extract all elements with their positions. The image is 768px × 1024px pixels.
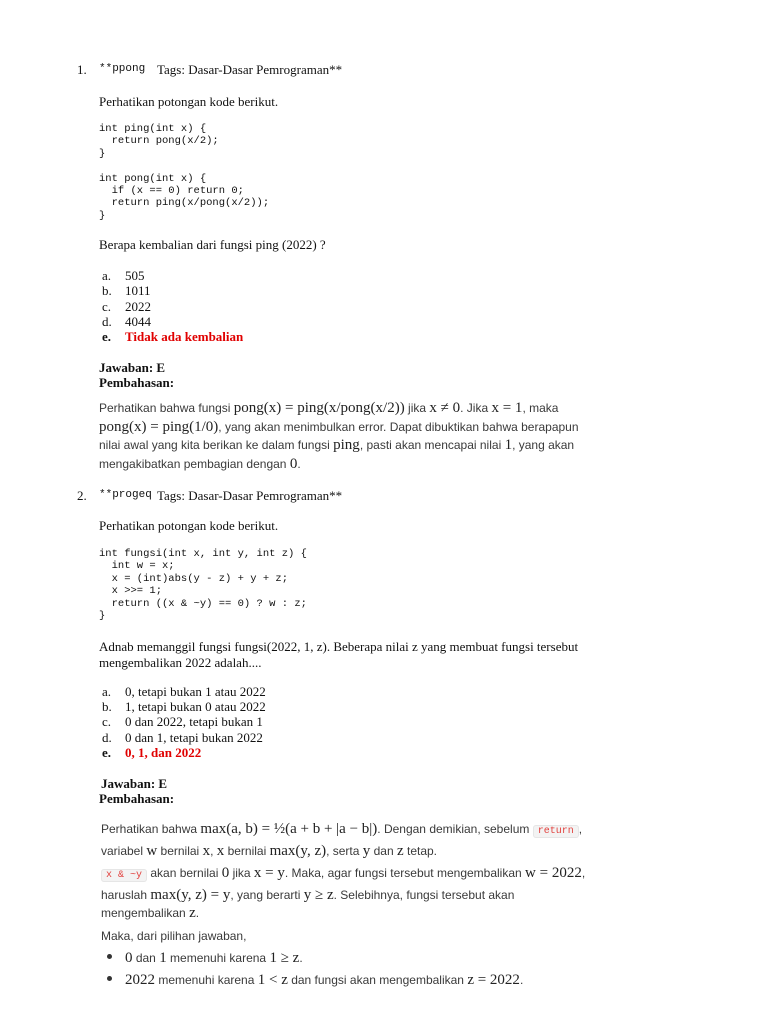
math-expression: pong(x) = ping(1/0): [99, 418, 219, 435]
explanation-text: mengembalikan: [101, 906, 190, 920]
explanation-line: Maka, dari pilihan jawaban,: [101, 928, 247, 943]
question-line: mengembalikan 2022 adalah....: [99, 655, 262, 670]
question-2-code: int fungsi(int x, int y, int z) { int w = x; x = (int)abs(y - z) + y + z; x >>= 1; return ((x & ~y) == 0) ? w : z; }: [99, 548, 307, 623]
option-d: [102, 314, 151, 330]
problem-tag: **ppong: [99, 63, 146, 75]
math-expression: y: [362, 842, 371, 859]
explanation-text: nilai awal yang kita berikan ke dalam fungsi: [99, 438, 334, 452]
option-letter: b.: [102, 699, 112, 714]
bullet-list: [101, 947, 661, 991]
tags-text: Tags: Dasar-Dasar Pemrograman**: [157, 62, 343, 77]
explanation-text: . Dengan demikian, sebelum: [377, 822, 533, 836]
question-1-code: int ping(int x) { return pong(x/2); } int pong(int x) { if (x == 0) return 0; return ping(x/pong(x/2)); }: [99, 123, 270, 222]
explanation-text: bernilai: [224, 843, 270, 858]
math-expression: max(y, z): [269, 842, 327, 859]
question-2-explanation: [101, 820, 661, 991]
answer-label: Jawaban: E: [101, 776, 168, 791]
explanation-text: Perhatikan bahwa fungsi: [99, 401, 234, 415]
question-number: 1.: [77, 62, 87, 77]
option-letter: c.: [102, 299, 112, 314]
inline-code: x & ~y: [101, 869, 147, 882]
option-e-correct: [102, 745, 201, 761]
option-letter: e.: [102, 329, 112, 344]
option-letter: e.: [102, 745, 112, 760]
explanation-text: ,: [578, 822, 583, 836]
explanation-text: ,: [581, 866, 586, 880]
math-expression: z = 2022: [467, 972, 520, 988]
explanation-line: [99, 455, 659, 474]
option-a: [102, 684, 266, 700]
math-expression: x ≠ 0: [429, 400, 461, 416]
question-line: Adnab memanggil fungsi fungsi(2022, 1, z). Beberapa nilai z yang membuat fungsi tersebut: [99, 639, 579, 654]
explanation-text: dan: [132, 951, 160, 965]
math-expression: max(a, b) = ½(a + b + |a − b|): [200, 821, 378, 837]
option-b: [102, 699, 266, 715]
explanation-text: memenuhi karena: [155, 973, 258, 987]
explanation-text: dan: [370, 843, 397, 858]
option-text: 2022: [125, 299, 151, 314]
explanation-line: [101, 904, 661, 923]
problem-tag: **progeq: [99, 489, 152, 501]
explanation-line: [99, 436, 659, 455]
option-letter: c.: [102, 714, 112, 729]
option-text: 1011: [125, 283, 151, 298]
explanation-line: [101, 842, 661, 861]
inline-code: return: [533, 825, 579, 838]
question-1-text: Berapa kembalian dari fungsi ping (2022) ?: [99, 237, 326, 252]
explanation-text: tetap.: [403, 843, 438, 858]
explanation-text: .: [519, 973, 524, 987]
option-text: 0, 1, dan 2022: [125, 745, 202, 760]
explanation-text: akan bernilai: [147, 866, 222, 880]
question-1-explanation: [99, 399, 659, 473]
option-text: 0 dan 1, tetapi bukan 2022: [125, 730, 263, 745]
math-expression: ping: [333, 437, 360, 453]
option-text: 0 dan 2022, tetapi bukan 1: [125, 714, 263, 729]
explanation-text: , yang berarti: [230, 887, 304, 902]
math-expression: 2022: [125, 972, 155, 988]
math-expression: x: [202, 842, 211, 859]
option-c: [102, 714, 263, 730]
question-2-intro: Perhatikan potongan kode berikut.: [99, 518, 279, 533]
list-item: [101, 947, 661, 969]
explanation-text: , yang akan menimbulkan error. Dapat dibuktikan bahwa berapapun: [218, 419, 579, 434]
option-c: [102, 299, 151, 315]
math-expression: 0: [289, 455, 298, 472]
tags-text: Tags: Dasar-Dasar Pemrograman**: [157, 488, 343, 503]
math-expression: pong(x) = ping(x/pong(x/2)): [233, 400, 405, 416]
math-expression: 0: [221, 865, 230, 881]
math-expression: x: [216, 842, 225, 859]
question-2-text: [99, 639, 699, 671]
option-b: [102, 283, 151, 299]
math-expression: y ≥ z: [303, 886, 334, 903]
option-text: 4044: [125, 314, 151, 329]
math-expression: max(y, z) = y: [150, 886, 231, 903]
explanation-line: [99, 418, 659, 437]
explanation-line: [101, 820, 661, 842]
answer-label: Jawaban: E: [99, 360, 166, 375]
explanation-text: , maka: [522, 401, 559, 415]
explanation-text: . Jika: [460, 401, 492, 415]
explanation-line: [99, 399, 659, 418]
discussion-label: Pembahasan:: [99, 375, 175, 390]
explanation-text: variabel: [101, 843, 147, 858]
explanation-text: , serta: [326, 843, 363, 858]
explanation-text: jika: [229, 866, 254, 880]
math-expression: 1: [159, 950, 167, 966]
option-letter: a.: [102, 268, 112, 283]
option-letter: d.: [102, 730, 112, 745]
option-d: [102, 730, 263, 746]
explanation-text: Perhatikan bahwa: [101, 822, 201, 836]
option-letter: a.: [102, 684, 112, 699]
explanation-text: ,: [210, 843, 217, 858]
explanation-text: memenuhi karena: [166, 951, 270, 965]
explanation-text: dan fungsi akan mengembalikan: [287, 973, 468, 987]
explanation-line: [101, 864, 661, 886]
explanation-text: . Maka, agar fungsi tersebut mengembalikan: [284, 866, 526, 880]
explanation-text: , yang akan: [512, 438, 575, 452]
question-1-intro: Perhatikan potongan kode berikut.: [99, 94, 279, 109]
option-text: 1, tetapi bukan 0 atau 2022: [125, 699, 266, 714]
math-expression: w = 2022: [525, 865, 582, 881]
explanation-text: haruslah: [101, 887, 151, 902]
question-number: 2.: [77, 488, 87, 503]
option-text: 0, tetapi bukan 1 atau 2022: [125, 684, 266, 699]
explanation-text: .: [299, 951, 303, 965]
explanation-text: mengakibatkan pembagian dengan: [99, 456, 290, 471]
option-letter: d.: [102, 314, 112, 329]
explanation-line: [101, 886, 661, 905]
option-a: [102, 268, 145, 284]
option-e-correct: [102, 329, 243, 345]
list-item: [101, 969, 661, 991]
math-expression: z: [189, 905, 196, 921]
explanation-text: .: [297, 456, 301, 471]
bullet-icon: [107, 954, 112, 959]
option-text: 505: [125, 268, 145, 283]
math-expression: 0: [125, 950, 133, 966]
explanation-text: .: [195, 906, 200, 920]
question-2-header: [77, 488, 477, 506]
explanation-text: jika: [404, 401, 430, 415]
discussion-label: Pembahasan:: [99, 791, 175, 806]
math-expression: z: [396, 842, 404, 859]
math-expression: 1: [504, 437, 513, 453]
math-expression: 1 < z: [257, 972, 288, 988]
math-expression: x = y: [253, 865, 285, 881]
option-text: Tidak ada kembalian: [125, 329, 244, 344]
bullet-icon: [107, 976, 112, 981]
option-letter: b.: [102, 283, 112, 298]
explanation-text: , pasti akan mencapai nilai: [359, 438, 505, 452]
math-expression: 1 ≥ z: [269, 950, 300, 966]
explanation-text: bernilai: [157, 843, 203, 858]
question-1-header: [77, 62, 477, 80]
explanation-text: . Selebihnya, fungsi tersebut akan: [333, 887, 515, 902]
math-expression: x = 1: [491, 400, 523, 416]
math-expression: w: [146, 842, 158, 859]
